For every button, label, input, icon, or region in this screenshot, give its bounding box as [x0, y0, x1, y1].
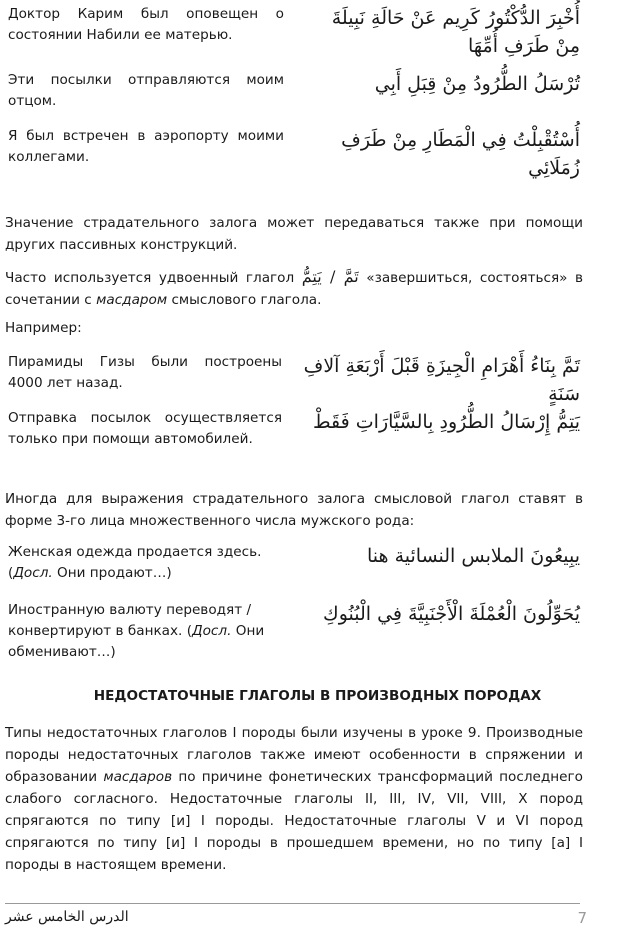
text: Часто используется удвоенный глагол — [5, 270, 295, 286]
russian-sentence: Иностранную валюту переводят / конвертируют в банках. (Досл. Они обменивают…) — [8, 602, 265, 660]
paragraph: Значение страдательного залога может передаваться также при помощи других пассивных конструкций. — [5, 215, 583, 253]
text: «завершиться, состояться» в сочетании с — [5, 270, 584, 308]
arabic-sentence: يَتِمُّ إِرْسَالُ الطُّرُودِ بِالسَّيَّارَاتِ فَقَطْ — [313, 411, 580, 433]
paragraph: Например: — [5, 320, 82, 336]
arabic-sentence: تَمَّ بِنَاءُ أَهْرَامِ الْجِيزَةِ قَبْلَ أَرْبَعَةِ آلافِ سَنَةٍ — [303, 355, 580, 405]
russian-sentence: Я был встречен в аэропорту моими коллегами. — [8, 128, 284, 165]
example-pair — [8, 542, 580, 584]
arabic-sentence: تُرْسَلُ الطُّرُودُ مِنْ قِبَلِ أَبِي — [374, 73, 580, 95]
example-pair — [8, 600, 580, 663]
paragraph: Типы недостаточных глаголов I породы были изучены в уроке 9. Производные породы недостаточных глаголов также имеют особенности в спряжении и образовании масдаров по причине фонетических трансформаций последнего слабого согласного. Недостаточные глаголы II, III, IV, VII, VIII, X пород спрягаются по типу [и] I породы. Недостаточные глаголы V и VI пород спрягаются по типу [и] I породы в прошедшем времени, но по типу [а] I породы в настоящем времени. — [5, 725, 583, 873]
italic-term: Досл. — [13, 565, 53, 581]
footer-divider — [5, 903, 580, 904]
page-number: 7 — [577, 909, 587, 927]
example-pair — [8, 126, 580, 182]
example-pair — [8, 70, 580, 112]
arabic-sentence: يُحَوِّلُونَ الْعُمْلَةَ الْأَجْنَبِيَّةَ فِي الْبُنُوكِ — [323, 603, 580, 625]
russian-sentence: Отправка посылок осуществляется только при помощи автомобилей. — [8, 410, 282, 447]
italic-term: Досл. — [192, 623, 232, 639]
arabic-sentence: أُخْبِرَ الدُّكْتُورُ كَرِيم عَنْ حَالَةِ نَبِيلَةَ مِنْ طَرَفِ أُمِّهَا — [331, 7, 580, 57]
arabic-inline: تَمَّ / يَتِمُّ — [301, 267, 359, 286]
text: смыслового глагола. — [171, 292, 322, 308]
paragraph — [5, 266, 583, 311]
italic-term: масдаром — [96, 292, 168, 308]
arabic-sentence: يبِيعُونَ الملابس النسائية هنا — [367, 545, 580, 567]
lesson-title: الدرس الخامس عشر — [5, 909, 129, 925]
example-pair — [8, 352, 580, 408]
russian-sentence: Эти посылки отправляются моим отцом. — [8, 72, 284, 109]
russian-sentence: Пирамиды Гизы были построены 4000 лет назад. — [8, 354, 282, 391]
russian-sentence: Доктор Карим был оповещен о состоянии Набили ее матерью. — [8, 6, 284, 43]
example-pair — [8, 4, 580, 60]
russian-sentence: Женская одежда продается здесь. (Досл. Они продают…) — [8, 544, 262, 581]
paragraph: Иногда для выражения страдательного залога смысловой глагол ставят в форме 3-го лица множественного числа мужского рода: — [5, 491, 583, 529]
arabic-sentence: أُسْتُقْبِلْتُ فِي الْمَطَارِ مِنْ طَرَفِ زُمَلَائِي — [341, 129, 580, 179]
section-heading: НЕДОСТАТОЧНЫЕ ГЛАГОЛЫ В ПРОИЗВОДНЫХ ПОРОДАХ — [93, 688, 542, 704]
italic-term: масдаров — [103, 769, 173, 785]
example-pair — [8, 408, 580, 450]
